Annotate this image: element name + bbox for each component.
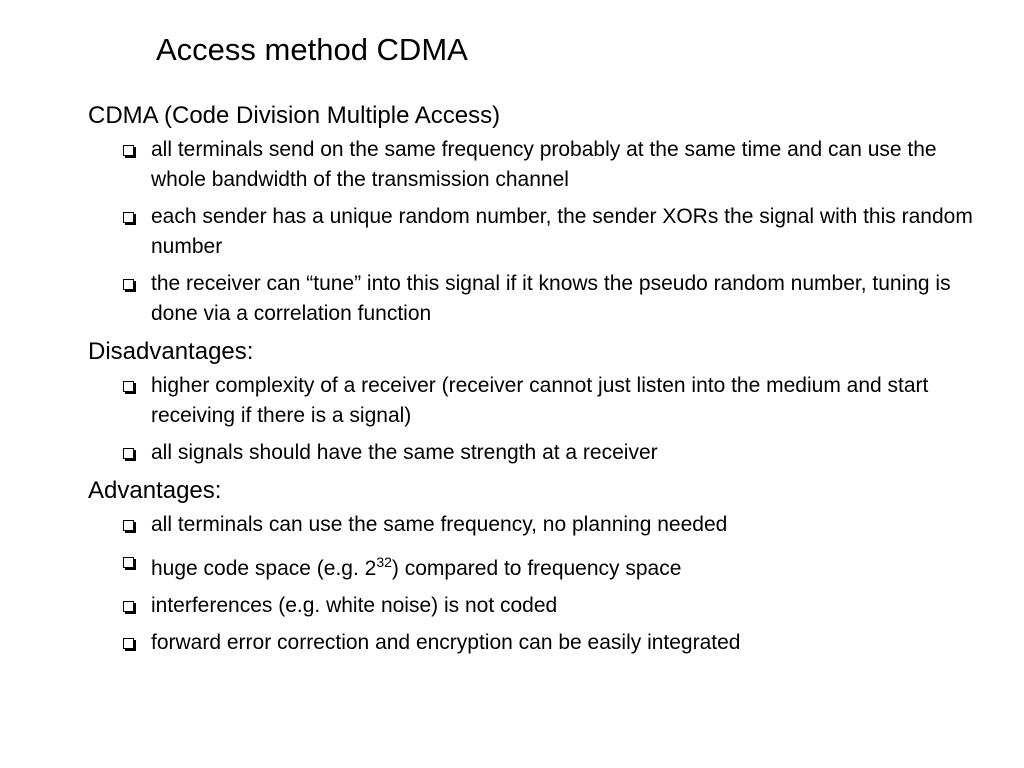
section-disadvantages (88, 336, 988, 468)
square-bullet-icon (123, 145, 134, 156)
disadvantages-bullet-list (88, 371, 988, 468)
section-advantages (88, 475, 988, 658)
bullet-text: higher complexity of a receiver (receiver cannot just listen into the medium and start receiving if there is a signal) (151, 374, 929, 427)
list-item (88, 269, 988, 329)
slide-title: Access method CDMA (156, 32, 468, 67)
bullet-text: forward error correction and encryption can be easily integrated (151, 631, 741, 654)
square-bullet-icon (123, 601, 134, 612)
section-cdma (88, 100, 988, 329)
list-item (88, 547, 988, 584)
square-bullet-icon (123, 520, 134, 531)
list-item (88, 510, 988, 540)
bullet-text: each sender has a unique random number, the sender XORs the signal with this random number (151, 205, 973, 258)
list-item (88, 202, 988, 262)
exponent-superscript: 32 (376, 554, 392, 570)
square-bullet-icon (123, 279, 134, 290)
list-item (88, 135, 988, 195)
square-bullet-icon (123, 557, 134, 568)
advantages-bullet-list (88, 510, 988, 658)
section-heading-advantages: Advantages: (88, 477, 222, 504)
bullet-text (151, 554, 682, 580)
section-heading-disadvantages: Disadvantages: (88, 338, 254, 365)
slide-content (88, 100, 988, 665)
bullet-text-before: huge code space (e.g. 2 (151, 557, 377, 580)
bullet-text: all terminals send on the same frequency probably at the same time and can use the whole bandwidth of the transmission channel (151, 138, 937, 191)
list-item (88, 628, 988, 658)
square-bullet-icon (123, 212, 134, 223)
square-bullet-icon (123, 638, 134, 649)
cdma-bullet-list (88, 135, 988, 329)
bullet-text: all signals should have the same strength at a receiver (151, 441, 658, 464)
bullet-text: the receiver can “tune” into this signal if it knows the pseudo random number, tuning is done via a correlation function (151, 272, 951, 325)
section-heading-cdma: CDMA (Code Division Multiple Access) (88, 102, 501, 129)
bullet-text: interferences (e.g. white noise) is not coded (151, 594, 558, 617)
list-item (88, 438, 988, 468)
square-bullet-icon (123, 448, 134, 459)
bullet-text: all terminals can use the same frequency, no planning needed (151, 513, 728, 536)
list-item (88, 591, 988, 621)
square-bullet-icon (123, 381, 134, 392)
list-item (88, 371, 988, 431)
bullet-text-after: ) compared to frequency space (391, 557, 682, 580)
